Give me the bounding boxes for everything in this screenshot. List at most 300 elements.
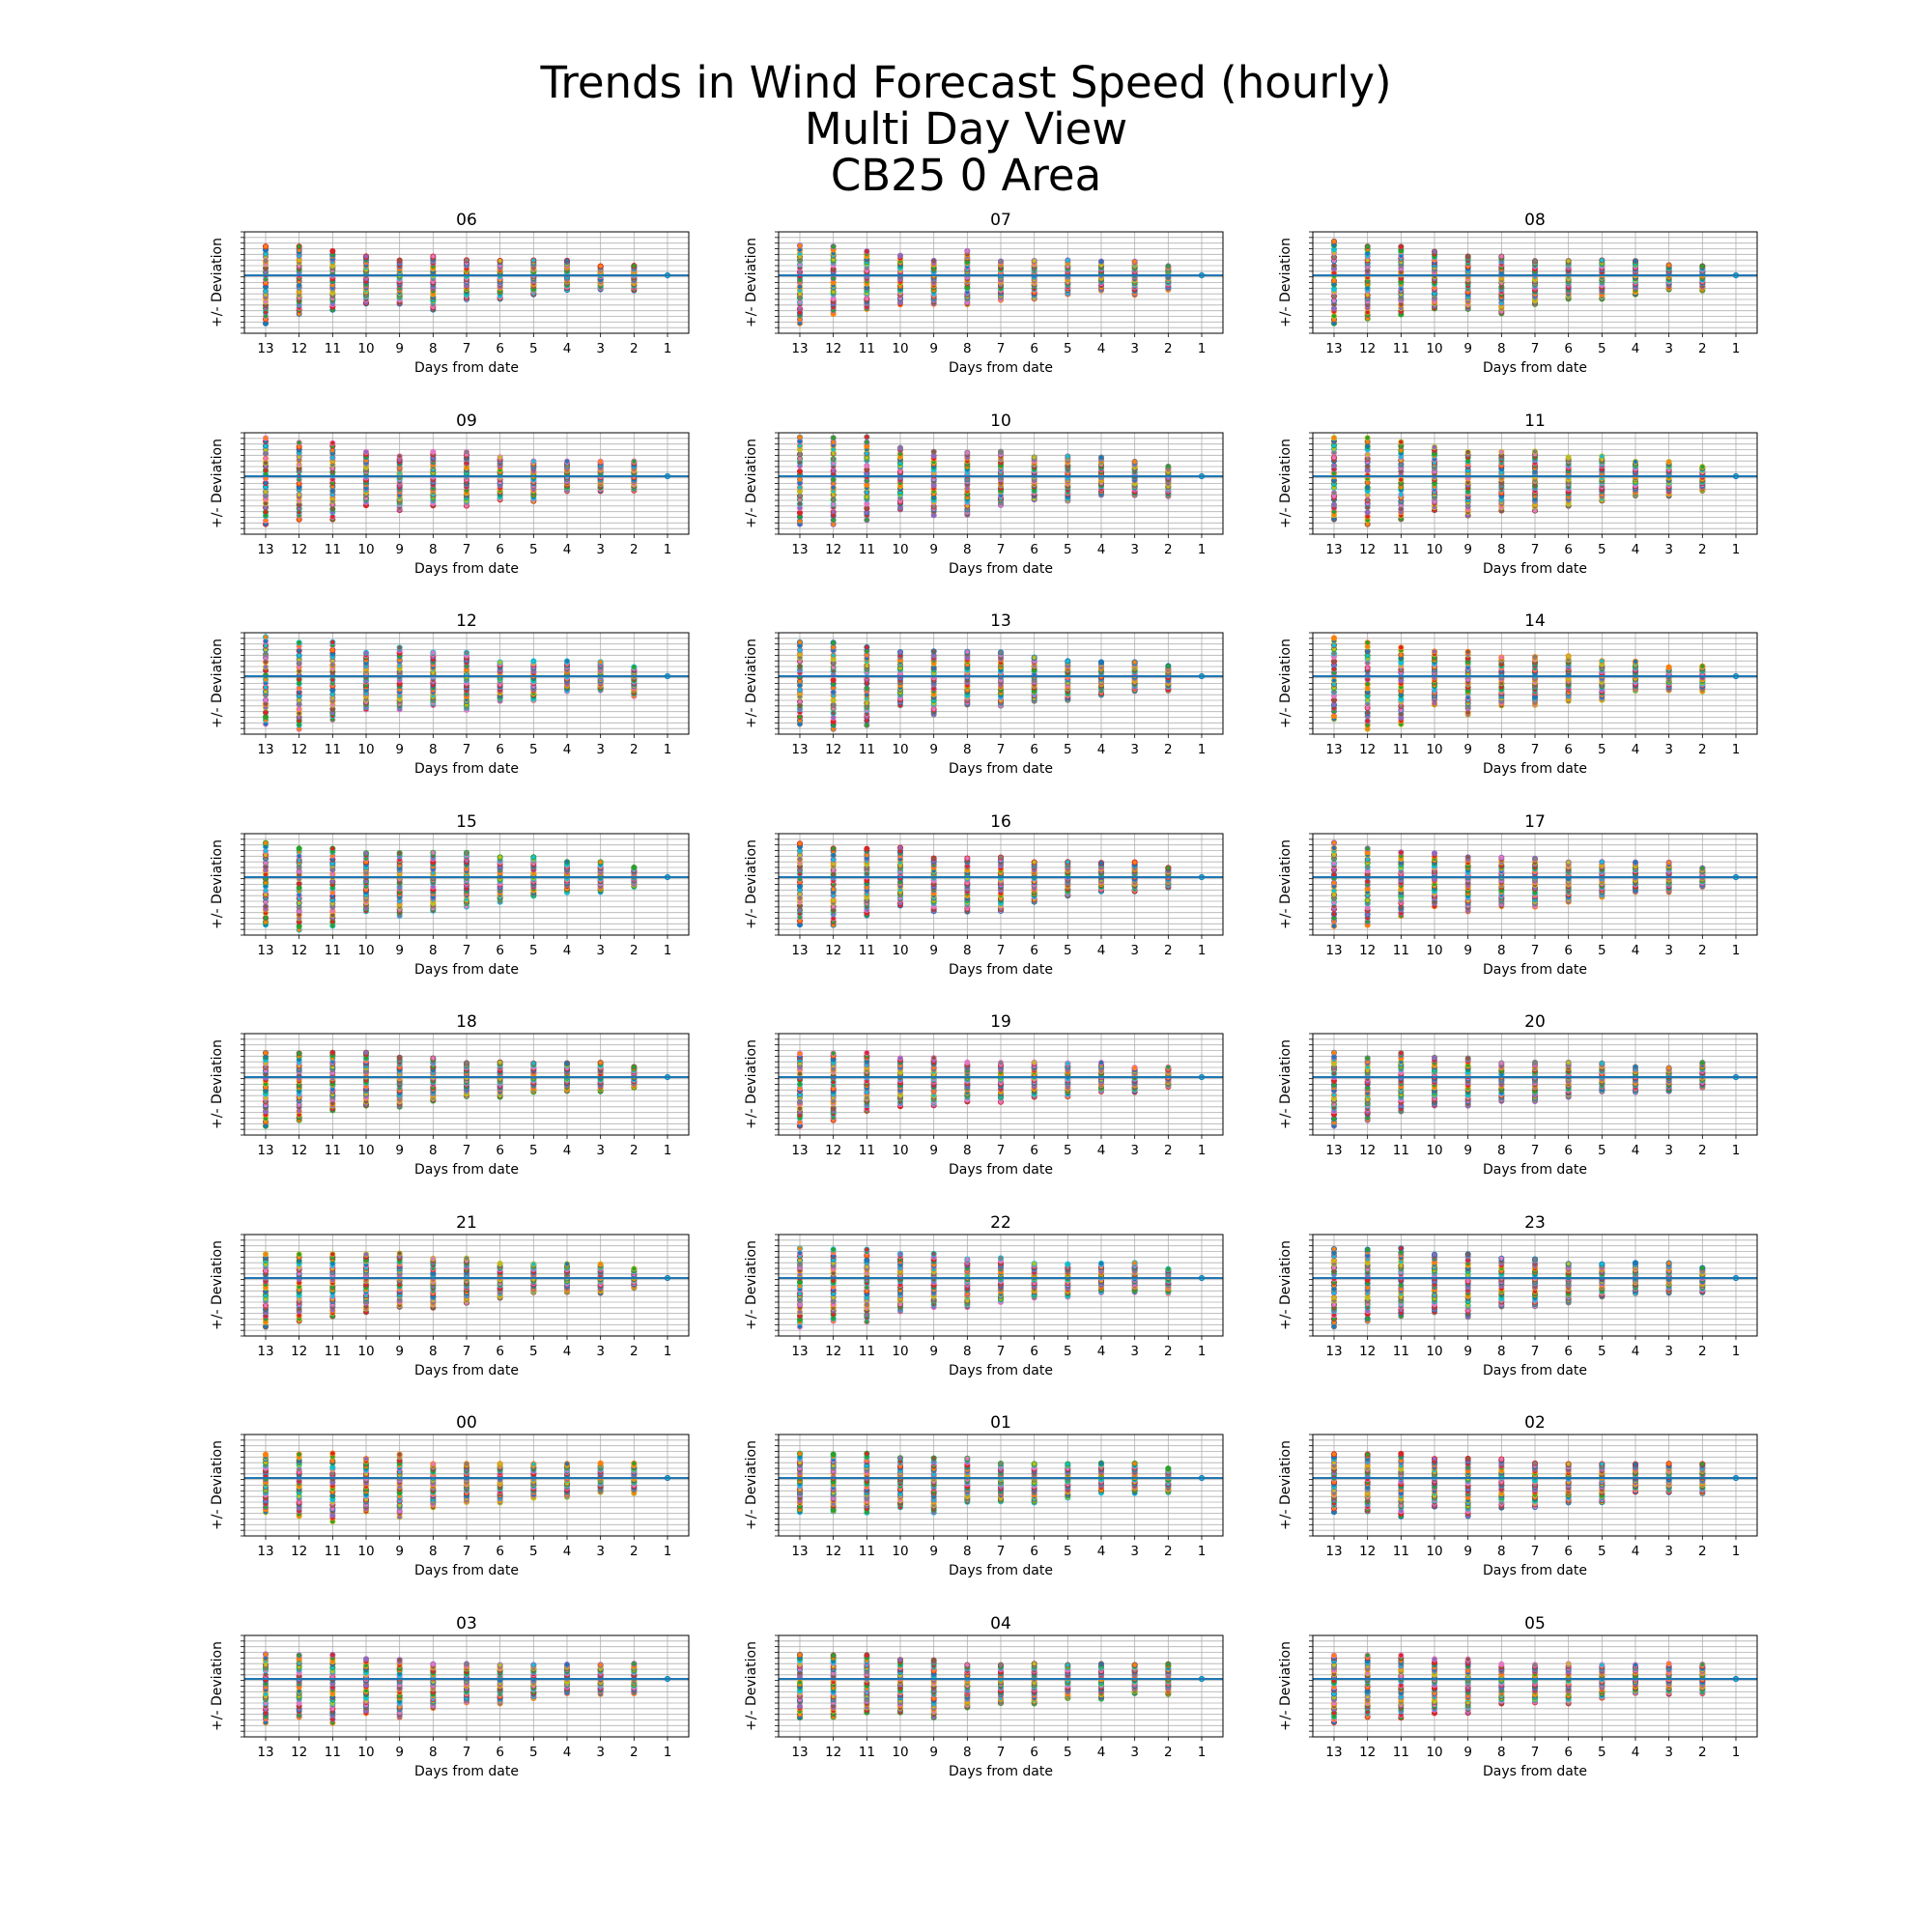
data-point [865, 700, 869, 705]
x-tick-label: 6 [1564, 1143, 1573, 1158]
x-tick-label: 5 [529, 1343, 538, 1359]
data-point [1399, 244, 1404, 249]
data-point [330, 1050, 335, 1055]
panel-title: 21 [456, 1212, 477, 1233]
x-tick-label: 4 [562, 742, 572, 757]
data-point [998, 449, 1003, 454]
x-tick-label: 7 [996, 1143, 1006, 1158]
y-axis-label: +/- Deviation [1278, 639, 1293, 728]
x-tick-label: 12 [825, 942, 842, 958]
data-point [1166, 865, 1171, 869]
data-point [831, 497, 836, 501]
data-point [1032, 258, 1037, 263]
data-point [464, 650, 469, 655]
data-point [531, 1061, 536, 1065]
x-tick-label: 9 [929, 541, 938, 557]
data-point [1065, 659, 1070, 664]
data-point [1365, 640, 1370, 645]
x-tick-label: 3 [1130, 1143, 1139, 1158]
data-point [1700, 1060, 1705, 1065]
x-axis-label: Days from date [949, 1162, 1053, 1178]
y-axis-label: +/- Deviation [744, 1239, 759, 1330]
x-tick-label: 2 [630, 341, 639, 356]
data-point [330, 647, 335, 652]
x-tick-label: 11 [1392, 541, 1409, 557]
x-tick-label: 13 [1325, 942, 1343, 958]
data-point [598, 660, 603, 665]
panel-18 [191, 1009, 713, 1188]
panel-08 [1260, 208, 1781, 386]
data-point [363, 650, 368, 655]
x-tick-label: 9 [395, 1343, 404, 1359]
data-point [632, 458, 637, 463]
panel-title: 10 [990, 411, 1011, 431]
x-axis-label: Days from date [1483, 560, 1587, 577]
data-point [865, 434, 869, 439]
data-point [263, 455, 268, 460]
data-point [263, 915, 268, 920]
panel-title: 19 [990, 1012, 1011, 1032]
data-point [263, 1050, 268, 1055]
data-point [965, 649, 970, 654]
data-point [1365, 682, 1370, 687]
data-point [998, 1255, 1003, 1260]
x-tick-label: 2 [1698, 942, 1707, 958]
data-point [1166, 664, 1171, 668]
y-axis-label: +/- Deviation [210, 639, 225, 728]
data-point [1365, 697, 1370, 702]
x-tick-label: 7 [462, 742, 471, 757]
data-point [965, 449, 970, 454]
data-point [931, 855, 936, 860]
x-tick-label: 5 [529, 1143, 538, 1158]
x-axis-label: Days from date [414, 360, 519, 376]
data-point [1499, 449, 1504, 454]
x-tick-label: 12 [825, 1343, 842, 1359]
data-point [797, 664, 802, 668]
data-point [363, 850, 368, 855]
data-point [598, 1262, 603, 1266]
title-line-2: Multi Day View [804, 103, 1128, 155]
x-axis-label: Days from date [949, 1362, 1053, 1378]
x-tick-label: 13 [791, 341, 809, 356]
x-tick-label: 10 [357, 942, 375, 958]
x-tick-label: 13 [257, 341, 274, 356]
panel-07 [725, 208, 1247, 386]
data-point [965, 248, 970, 253]
data-point [531, 258, 536, 263]
x-axis-label: Days from date [1483, 1162, 1587, 1178]
panel-title: 13 [990, 611, 1011, 631]
data-point [1566, 1060, 1571, 1065]
x-tick-label: 1 [1731, 1143, 1741, 1158]
x-tick-label: 1 [1731, 742, 1741, 757]
x-tick-label: 9 [1463, 541, 1472, 557]
panel-title: 12 [456, 611, 477, 631]
x-tick-label: 5 [1064, 942, 1072, 958]
x-axis-label: Days from date [414, 560, 519, 577]
x-tick-label: 6 [1030, 1343, 1038, 1359]
x-tick-label: 10 [1426, 1143, 1443, 1158]
x-tick-label: 7 [996, 942, 1006, 958]
panel-14 [1260, 609, 1781, 787]
data-point [1032, 454, 1037, 459]
y-axis-label: +/- Deviation [210, 1039, 225, 1129]
data-point [564, 859, 569, 864]
data-point [297, 440, 301, 444]
panel-10 [725, 409, 1247, 587]
x-tick-label: 4 [1631, 341, 1640, 356]
data-point [531, 458, 536, 463]
data-point [1331, 435, 1336, 440]
x-tick-label: 13 [1325, 742, 1343, 757]
x-tick-label: 12 [1359, 742, 1377, 757]
x-tick-label: 6 [1030, 341, 1038, 356]
data-point [363, 1050, 368, 1055]
data-point [464, 449, 469, 454]
data-point [1633, 659, 1637, 664]
x-tick-label: 2 [1698, 541, 1707, 557]
data-point [1432, 1252, 1436, 1257]
data-point [564, 1261, 569, 1265]
y-axis-label: +/- Deviation [1278, 838, 1293, 929]
x-tick-label: 7 [462, 341, 471, 356]
x-tick-label: 7 [462, 541, 471, 557]
x-tick-label: 8 [963, 742, 972, 757]
x-tick-label: 3 [1664, 541, 1673, 557]
data-point [263, 710, 268, 715]
data-point [831, 435, 836, 440]
x-tick-label: 4 [1631, 541, 1640, 557]
x-tick-label: 4 [1096, 341, 1106, 356]
x-tick-label: 11 [858, 742, 875, 757]
x-tick-label: 13 [257, 942, 274, 958]
data-point [1465, 1251, 1470, 1256]
x-tick-label: 7 [1530, 742, 1540, 757]
x-tick-label: 10 [892, 942, 909, 958]
data-point [1132, 1260, 1137, 1264]
data-point [831, 244, 836, 249]
data-point [1532, 1060, 1537, 1065]
x-tick-label: 12 [291, 341, 308, 356]
panel-16 [725, 810, 1247, 988]
data-point [1365, 452, 1370, 457]
x-tick-label: 10 [892, 541, 909, 557]
data-point [297, 653, 301, 658]
data-point [431, 1056, 436, 1061]
x-tick-label: 4 [1096, 1343, 1106, 1359]
x-tick-label: 1 [663, 1143, 672, 1158]
x-tick-label: 6 [496, 942, 504, 958]
data-point [297, 1251, 301, 1256]
x-tick-label: 9 [929, 942, 938, 958]
data-point [297, 1051, 301, 1056]
x-tick-label: 1 [1197, 942, 1207, 958]
panel-06 [191, 208, 713, 386]
data-point [263, 244, 268, 249]
data-point [1365, 509, 1370, 514]
x-tick-label: 12 [291, 942, 308, 958]
x-tick-label: 4 [562, 1143, 572, 1158]
y-axis-label: +/- Deviation [744, 438, 759, 528]
y-axis-label: +/- Deviation [1278, 1039, 1293, 1129]
x-tick-label: 1 [1731, 541, 1741, 557]
x-tick-label: 2 [1164, 742, 1173, 757]
x-tick-label: 12 [825, 742, 842, 757]
data-point [897, 253, 902, 258]
x-tick-label: 4 [1631, 942, 1640, 958]
data-point [831, 886, 836, 891]
data-point [1566, 860, 1571, 865]
data-point [431, 1256, 436, 1261]
x-tick-label: 4 [1096, 1143, 1106, 1158]
data-point [797, 469, 802, 473]
x-tick-label: 2 [630, 742, 639, 757]
data-point [965, 1060, 970, 1065]
x-tick-label: 7 [462, 942, 471, 958]
data-point [1166, 1065, 1171, 1069]
data-point [1331, 636, 1336, 640]
panel-title: 11 [1524, 411, 1546, 431]
x-tick-label: 12 [825, 541, 842, 557]
data-point [797, 243, 802, 248]
x-tick-label: 5 [1598, 541, 1606, 557]
data-point [797, 840, 802, 845]
x-tick-label: 4 [562, 1343, 572, 1359]
data-point [1399, 849, 1404, 854]
x-tick-label: 5 [1598, 341, 1606, 356]
data-point [831, 456, 836, 461]
x-tick-label: 10 [892, 742, 909, 757]
x-tick-label: 10 [1426, 742, 1443, 757]
x-tick-label: 9 [1463, 341, 1472, 356]
data-point [1532, 259, 1537, 264]
data-point [363, 449, 368, 454]
panel-17 [1260, 810, 1781, 988]
y-axis-label: +/- Deviation [744, 838, 759, 929]
data-point [1365, 485, 1370, 490]
data-point [1331, 239, 1336, 243]
data-point [464, 1256, 469, 1261]
x-tick-label: 8 [963, 1143, 972, 1158]
x-tick-label: 9 [929, 1343, 938, 1359]
x-tick-label: 3 [1130, 541, 1139, 557]
data-point [1566, 654, 1571, 659]
x-tick-label: 8 [429, 942, 438, 958]
x-tick-label: 10 [892, 1343, 909, 1359]
panel-title: 22 [990, 1212, 1011, 1233]
data-point [1132, 259, 1137, 264]
data-point [1666, 1065, 1671, 1070]
x-tick-label: 2 [1164, 341, 1173, 356]
x-tick-label: 3 [596, 742, 605, 757]
y-axis-label: +/- Deviation [1278, 238, 1293, 327]
data-point [1633, 860, 1637, 865]
x-tick-label: 5 [1064, 341, 1072, 356]
x-axis-label: Days from date [414, 1162, 519, 1178]
data-point [397, 453, 402, 458]
data-point [1331, 463, 1336, 468]
x-tick-label: 12 [1359, 1143, 1377, 1158]
x-tick-label: 13 [257, 1143, 274, 1158]
data-point [1032, 1060, 1037, 1065]
data-point [1166, 1266, 1171, 1271]
x-tick-label: 12 [1359, 341, 1377, 356]
x-tick-label: 13 [791, 541, 809, 557]
x-tick-label: 9 [929, 742, 938, 757]
panel-title: 14 [1524, 611, 1546, 631]
data-point [1098, 860, 1103, 865]
data-point [564, 458, 569, 463]
x-tick-label: 5 [1064, 1143, 1072, 1158]
x-tick-label: 10 [892, 1143, 909, 1158]
panel-title: 07 [990, 211, 1011, 230]
x-axis-label: Days from date [1483, 761, 1587, 777]
data-point [1566, 259, 1571, 264]
data-point [1365, 1056, 1370, 1061]
data-point [865, 686, 869, 691]
data-point [1633, 259, 1637, 264]
data-point [632, 665, 637, 669]
x-tick-label: 3 [1130, 1343, 1139, 1359]
data-point [263, 665, 268, 669]
x-tick-label: 7 [1530, 1143, 1540, 1158]
data-point [831, 640, 836, 645]
data-point [564, 1061, 569, 1065]
x-tick-label: 4 [1631, 1143, 1640, 1158]
x-tick-label: 13 [791, 742, 809, 757]
x-tick-label: 3 [1130, 942, 1139, 958]
x-tick-label: 2 [1698, 341, 1707, 356]
x-tick-label: 6 [496, 1143, 504, 1158]
x-tick-label: 8 [429, 541, 438, 557]
data-point [1331, 845, 1336, 850]
data-point [263, 840, 268, 845]
x-tick-label: 13 [791, 1343, 809, 1359]
x-tick-label: 7 [1530, 942, 1540, 958]
x-tick-label: 11 [1392, 1143, 1409, 1158]
x-tick-label: 5 [1598, 742, 1606, 757]
x-tick-label: 1 [663, 742, 672, 757]
x-axis-label: Days from date [414, 761, 519, 777]
x-tick-label: 5 [1598, 1143, 1606, 1158]
panel-title: 08 [1524, 211, 1546, 230]
x-axis-label: Days from date [949, 560, 1053, 577]
x-tick-label: 6 [496, 341, 504, 356]
data-point [263, 697, 268, 702]
x-tick-label: 3 [596, 341, 605, 356]
x-tick-label: 1 [663, 341, 672, 356]
data-point [497, 854, 502, 859]
x-tick-label: 11 [324, 1343, 341, 1359]
x-tick-label: 6 [1564, 942, 1573, 958]
x-tick-label: 12 [291, 1143, 308, 1158]
x-tick-label: 7 [1530, 541, 1540, 557]
data-point [1365, 497, 1370, 502]
data-point [1399, 645, 1404, 650]
data-point [1132, 1065, 1137, 1070]
x-tick-label: 6 [1564, 742, 1573, 757]
y-axis-label: +/- Deviation [210, 1239, 225, 1330]
x-tick-label: 2 [1164, 1343, 1173, 1359]
data-point [1098, 259, 1103, 264]
panel-15 [191, 810, 713, 988]
x-tick-label: 6 [1030, 1143, 1038, 1158]
x-tick-label: 3 [596, 1343, 605, 1359]
x-tick-label: 2 [630, 1143, 639, 1158]
data-point [797, 510, 802, 515]
data-point [464, 1061, 469, 1065]
x-tick-label: 11 [324, 341, 341, 356]
x-tick-label: 3 [1130, 742, 1139, 757]
data-point [797, 1245, 802, 1250]
data-point [965, 1256, 970, 1261]
x-tick-label: 9 [395, 942, 404, 958]
panel-13 [725, 609, 1247, 787]
data-point [931, 649, 936, 654]
data-point [1098, 660, 1103, 665]
x-tick-label: 11 [858, 1143, 875, 1158]
data-point [297, 640, 301, 645]
data-point [998, 259, 1003, 264]
x-tick-label: 3 [1664, 341, 1673, 356]
data-point [1465, 1056, 1470, 1061]
x-tick-label: 1 [1197, 742, 1207, 757]
data-point [1098, 1261, 1103, 1265]
x-tick-label: 1 [1197, 1343, 1207, 1359]
data-point [865, 517, 869, 522]
data-point [330, 440, 335, 445]
data-point [431, 850, 436, 855]
x-tick-label: 6 [496, 541, 504, 557]
panel-title: 20 [1524, 1012, 1546, 1032]
y-axis-label: +/- Deviation [744, 639, 759, 728]
data-point [263, 435, 268, 440]
data-point [1399, 492, 1404, 497]
x-tick-label: 8 [963, 942, 972, 958]
x-tick-label: 4 [1631, 742, 1640, 757]
data-point [865, 1050, 869, 1055]
data-point [897, 445, 902, 450]
y-axis-label: +/- Deviation [210, 238, 225, 327]
x-tick-label: 8 [963, 541, 972, 557]
data-point [297, 492, 301, 497]
data-point [1532, 654, 1537, 659]
data-point [1365, 244, 1370, 249]
data-point [1365, 435, 1370, 440]
data-point [1132, 459, 1137, 464]
data-point [1331, 501, 1336, 506]
x-tick-label: 11 [858, 1343, 875, 1359]
x-tick-label: 8 [1497, 1143, 1506, 1158]
x-tick-label: 3 [596, 541, 605, 557]
data-point [1499, 655, 1504, 660]
y-axis-label: +/- Deviation [210, 838, 225, 929]
data-point [1432, 249, 1436, 254]
data-point [1465, 254, 1470, 259]
data-point [1331, 839, 1336, 844]
x-tick-label: 11 [324, 742, 341, 757]
x-tick-label: 2 [1164, 942, 1173, 958]
x-tick-label: 3 [596, 1143, 605, 1158]
x-tick-label: 12 [291, 541, 308, 557]
data-point [865, 1246, 869, 1251]
data-point [531, 1262, 536, 1266]
data-point [797, 1051, 802, 1056]
x-tick-label: 10 [892, 341, 909, 356]
data-point [1331, 278, 1336, 283]
x-tick-label: 10 [1426, 942, 1443, 958]
